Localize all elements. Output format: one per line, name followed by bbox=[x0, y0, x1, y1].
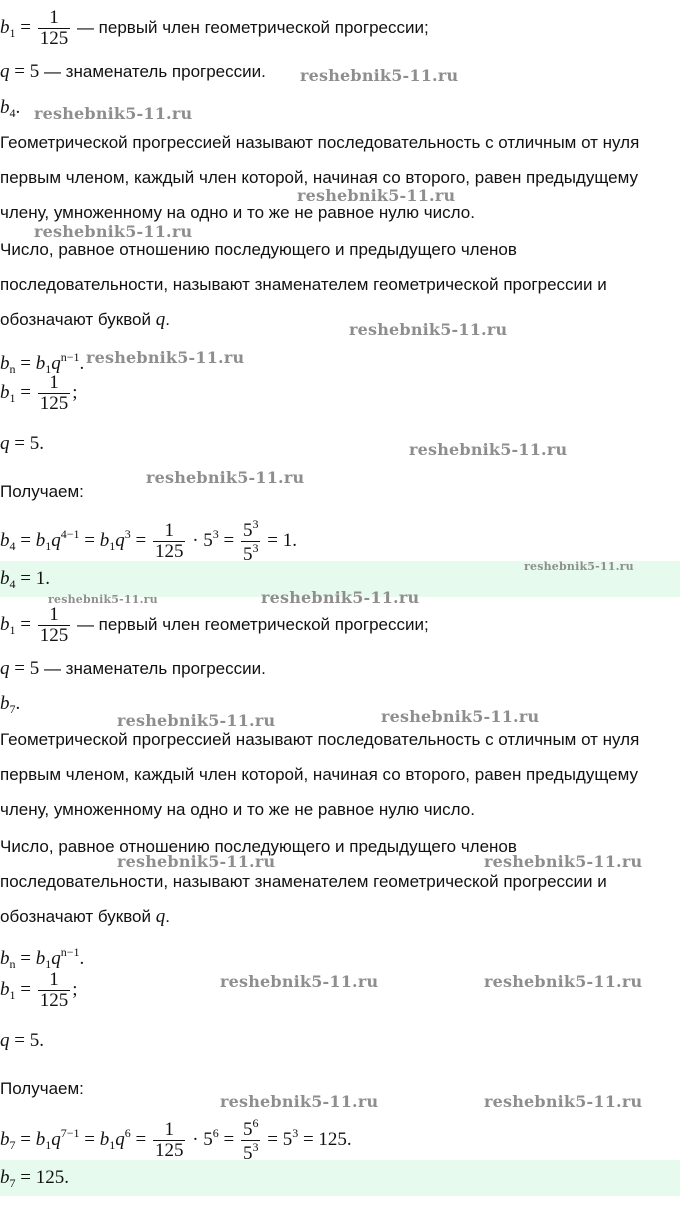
obtain-label-1: Получаем: bbox=[0, 482, 84, 501]
calc-b7: $b_7 = b_1q^{7-1} = b_1q^6$ = $\frac{1}{125}$ · $5^6$ = $\frac{5^6}{5^3}$ = $5^3 = 125$. bbox=[0, 1116, 352, 1164]
watermark: reshebnik5-11.ru bbox=[146, 468, 305, 487]
given-b1-text-2: — первый член геометрической прогрессии; bbox=[76, 614, 429, 634]
obtain-label-2: Получаем: bbox=[0, 1079, 84, 1098]
watermark: reshebnik5-11.ru bbox=[409, 440, 568, 459]
definition-ratio-1: Число, равное отношению последующего и предыдущего членов последовательности, называют знаменателем геометрической прогрессии и обозначают буквой q. bbox=[0, 240, 607, 330]
watermark: reshebnik5-11.ru bbox=[117, 852, 276, 871]
watermark: reshebnik5-11.ru bbox=[48, 593, 158, 606]
watermark: reshebnik5-11.ru bbox=[117, 711, 276, 730]
value-b1-2: $b_1$ = $\frac{1}{125}$ ; bbox=[0, 969, 78, 1011]
definition-ratio-2: Число, равное отношению последующего и предыдущего членов последовательности, называют знаменателем геометрической прогрессии и обозначают буквой q. bbox=[0, 837, 607, 927]
value-q-2: q = 5. bbox=[0, 1030, 44, 1051]
watermark: reshebnik5-11.ru bbox=[261, 588, 420, 607]
value-q-1: q = 5. bbox=[0, 433, 44, 454]
given-q-text-2: — знаменатель прогрессии. bbox=[43, 659, 266, 678]
watermark: reshebnik5-11.ru bbox=[484, 852, 643, 871]
watermark: reshebnik5-11.ru bbox=[220, 1092, 379, 1111]
answer-highlight-b7 bbox=[0, 1160, 680, 1196]
definition-geometric-2: Геометрической прогрессией называют последовательность с отличным от нуля первым членом, каждый член которой, начиная со второго, равен предыдущему члену, умноженному на одно и то же не равное нулю число. bbox=[0, 730, 640, 819]
watermark: reshebnik5-11.ru bbox=[381, 707, 540, 726]
watermark: reshebnik5-11.ru bbox=[524, 560, 634, 573]
watermark: reshebnik5-11.ru bbox=[34, 222, 193, 241]
given-b1-line-2: $b_1$ = $\frac{1}{125}$ — первый член геометрической прогрессии; bbox=[0, 604, 429, 646]
watermark: reshebnik5-11.ru bbox=[86, 348, 245, 367]
value-b1-1: $b_1$ = $\frac{1}{125}$ ; bbox=[0, 372, 78, 414]
answer-b7: $b_7 = 125$. bbox=[0, 1167, 69, 1190]
watermark: reshebnik5-11.ru bbox=[349, 320, 508, 339]
find-b4: $b_4$. bbox=[0, 97, 21, 120]
watermark: reshebnik5-11.ru bbox=[484, 1092, 643, 1111]
formula-general-1: $b_n = b_1q^{n-1}$. bbox=[0, 350, 85, 376]
given-b1-line: $b_1$ = $\frac{1}{125}$ — первый член геометрической прогрессии; bbox=[0, 7, 429, 49]
watermark: reshebnik5-11.ru bbox=[34, 104, 193, 123]
answer-b4: $b_4 = 1$. bbox=[0, 568, 50, 591]
given-q-text: — знаменатель прогрессии. bbox=[43, 62, 266, 81]
definition-geometric-1: Геометрической прогрессией называют последовательность с отличным от нуля первым членом, каждый член которой, начиная со второго, равен предыдущему члену, умноженному на одно и то же не равное нулю число. bbox=[0, 133, 640, 222]
watermark: reshebnik5-11.ru bbox=[484, 972, 643, 991]
given-b1-text: — первый член геометрической прогрессии; bbox=[76, 17, 429, 37]
find-b7: $b_7$. bbox=[0, 693, 21, 716]
given-q-line: q = 5 — знаменатель прогрессии. bbox=[0, 61, 266, 82]
given-q-line-2: q = 5 — знаменатель прогрессии. bbox=[0, 658, 266, 679]
formula-general-2: $b_n = b_1q^{n-1}$. bbox=[0, 945, 85, 971]
watermark: reshebnik5-11.ru bbox=[220, 972, 379, 991]
calc-b4: $b_4 = b_1q^{4-1} = b_1q^3$ = $\frac{1}{125}$ · $5^3$ = $\frac{5^3}{5^3}$ = 1. bbox=[0, 517, 297, 565]
watermark: reshebnik5-11.ru bbox=[297, 186, 456, 205]
watermark: reshebnik5-11.ru bbox=[300, 66, 459, 85]
